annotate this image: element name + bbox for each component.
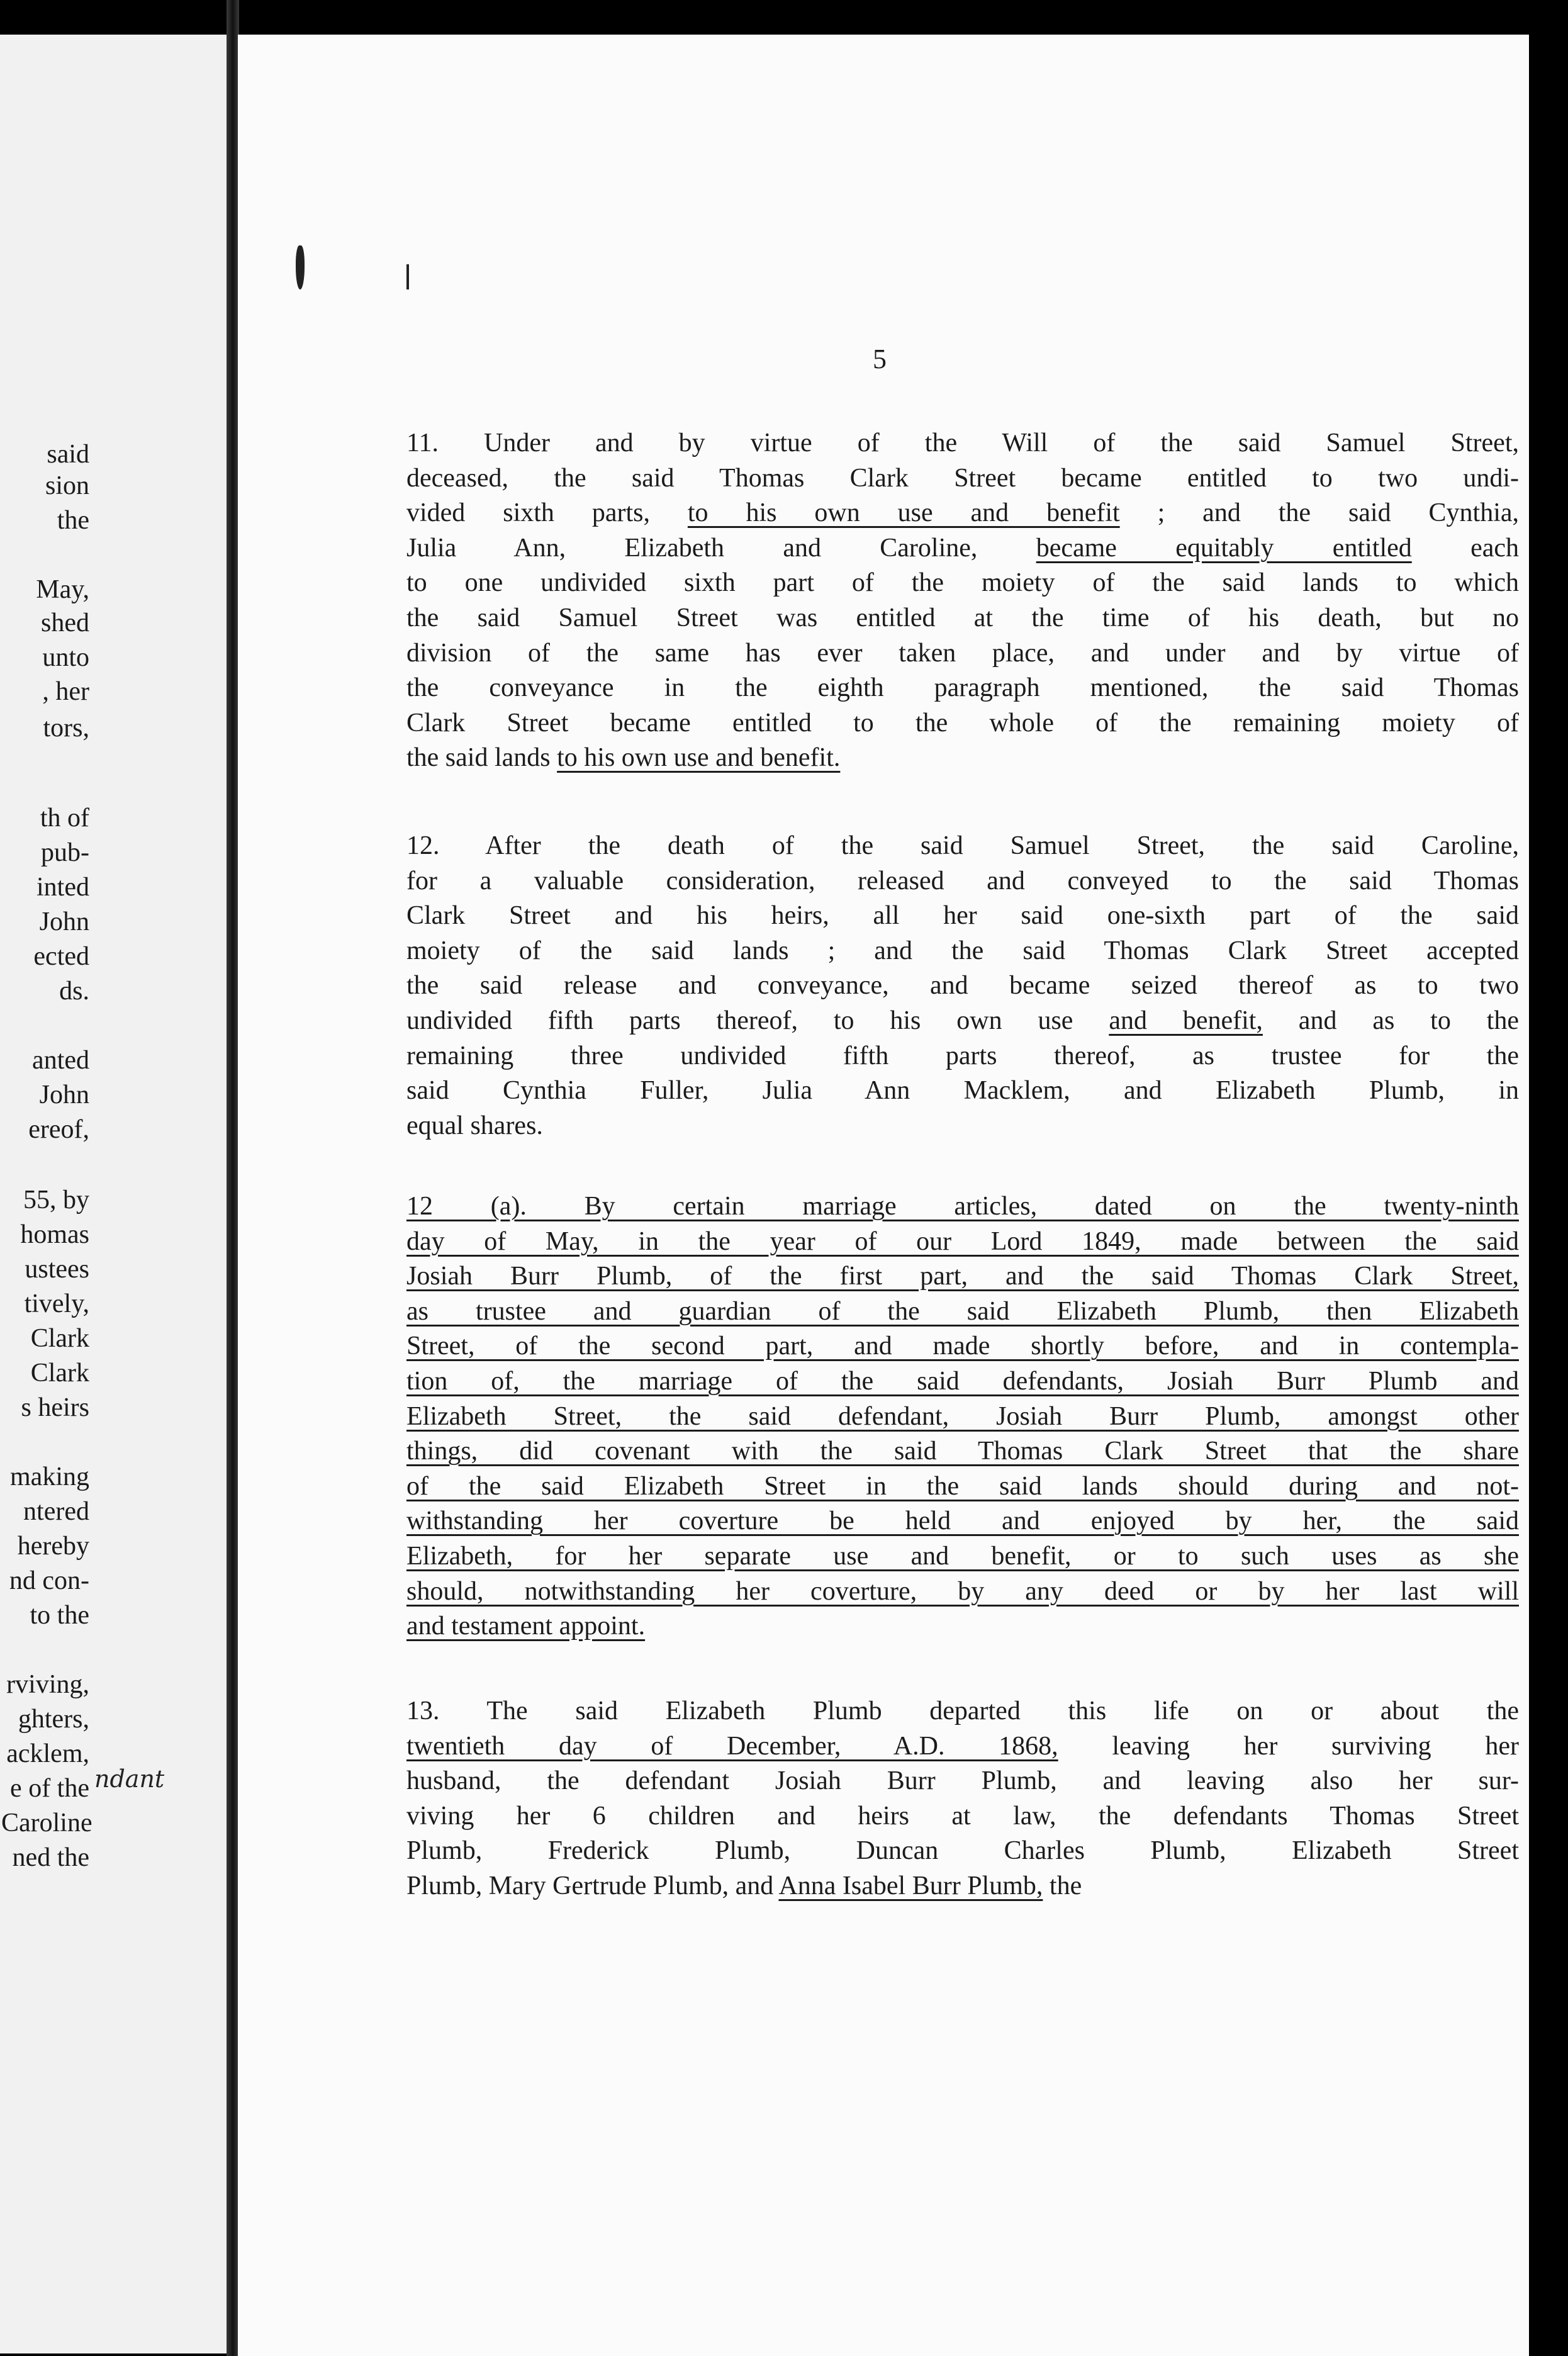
- text-line: [406, 1364, 1519, 1400]
- text-line: [406, 671, 1519, 706]
- text-segment: vided sixth parts,: [406, 498, 688, 528]
- text-line: [406, 1539, 1519, 1574]
- text-segment: leaving her surviving her: [1058, 1731, 1520, 1761]
- text-line: [406, 531, 1519, 566]
- text-segment: for a valuable consideration, released and conveyed to the said Thomas: [406, 866, 1519, 895]
- text-line: [406, 1225, 1519, 1260]
- text-line: [406, 741, 1519, 776]
- underlined-text: to his own use and benefit.: [557, 743, 841, 773]
- text-line: [406, 601, 1519, 636]
- underlined-text: day of May, in the year of our Lord 1849, made between the said: [406, 1226, 1519, 1256]
- left-page-text: Clark: [30, 1324, 89, 1353]
- left-page-text: tors,: [43, 714, 89, 743]
- left-page-text: John: [39, 907, 89, 936]
- document-page: [238, 35, 1529, 2356]
- left-page-text: Caroline: [1, 1809, 92, 1837]
- text-line: [406, 1329, 1519, 1364]
- text-line: [406, 1259, 1519, 1294]
- text-line: [406, 1834, 1519, 1869]
- text-line: [406, 566, 1519, 601]
- underlined-text: as trustee and guardian of the said Elizabeth Plumb, then Elizabeth: [406, 1296, 1519, 1326]
- text-segment: Clark Street became entitled to the whole of the remaining moiety of: [406, 708, 1519, 738]
- left-page-text: unto: [42, 643, 89, 672]
- left-page-text: sion: [45, 471, 89, 500]
- underlined-text: things, did covenant with the said Thomas Clark Street that the share: [406, 1437, 1519, 1466]
- text-line: [406, 1799, 1519, 1834]
- text-line: [406, 1039, 1519, 1074]
- left-page-text: the: [57, 506, 89, 535]
- text-segment: the said Samuel Street was entitled at the time of his death, but no: [406, 603, 1519, 632]
- text-segment: Plumb, Frederick Plumb, Duncan Charles Plumb, Elizabeth Street: [406, 1836, 1519, 1866]
- underlined-text: Anna Isabel Burr Plumb,: [778, 1871, 1043, 1900]
- text-segment: and as to the: [1262, 1006, 1520, 1035]
- handwritten-note: ndant: [94, 1765, 165, 1793]
- text-segment: Julia Ann, Elizabeth and Caroline,: [406, 533, 1036, 563]
- underlined-text: Josiah Burr Plumb, of the first part, and the said Thomas Clark Street,: [406, 1262, 1519, 1291]
- text-line: [406, 1764, 1519, 1799]
- text-segment: equal shares.: [406, 1111, 543, 1140]
- left-page-text: making: [10, 1462, 89, 1491]
- text-segment: Clark Street and his heirs, all her said one-sixth part of the said: [406, 901, 1519, 931]
- text-segment: moiety of the said lands ; and the said Thomas Clark Street accepted: [406, 936, 1519, 965]
- previous-page-fragment: [0, 35, 233, 2353]
- left-page-text: s heirs: [21, 1393, 89, 1422]
- left-page-text: pub-: [41, 838, 89, 867]
- text-line: [406, 829, 1519, 864]
- left-page-text: , her: [42, 677, 89, 706]
- left-page-text: ustees: [25, 1255, 89, 1284]
- paragraph-13: [406, 1694, 1519, 1904]
- left-page-text: May,: [36, 575, 89, 604]
- left-page-text: inted: [36, 873, 89, 902]
- text-segment: the: [1043, 1871, 1082, 1900]
- left-page-text: Clark: [30, 1359, 89, 1388]
- left-page-text: homas: [20, 1220, 89, 1249]
- text-segment: husband, the defendant Josiah Burr Plumb, and leaving also her sur-: [406, 1766, 1519, 1796]
- underlined-text: of the said Elizabeth Street in the said lands should during and not-: [406, 1471, 1519, 1501]
- underlined-text: Elizabeth, for her separate use and benefit, or to such uses as she: [406, 1541, 1519, 1571]
- underlined-text: withstanding her coverture be held and enjoyed by her, the said: [406, 1506, 1519, 1536]
- left-page-text: hereby: [17, 1532, 89, 1561]
- left-page-text: 55, by: [23, 1186, 89, 1214]
- text-segment: Plumb, Mary Gertrude Plumb, and: [406, 1871, 779, 1900]
- text-segment: the said lands: [406, 743, 557, 773]
- page-number: 5: [873, 344, 887, 374]
- left-page-text: tively,: [24, 1289, 89, 1318]
- left-page-text: shed: [41, 609, 89, 637]
- text-line: [406, 496, 1519, 531]
- left-page-text: ds.: [59, 977, 89, 1006]
- left-page-text: John: [39, 1080, 89, 1109]
- underlined-text: Elizabeth Street, the said defendant, Josiah Burr Plumb, amongst other: [406, 1401, 1519, 1431]
- text-segment: 13. The said Elizabeth Plumb departed this life on or about the: [406, 1697, 1519, 1725]
- text-line: [406, 1504, 1519, 1539]
- text-segment: the said release and conveyance, and became seized thereof as to two: [406, 971, 1519, 1001]
- text-segment: 12. After the death of the said Samuel Street, the said Caroline,: [406, 831, 1519, 860]
- text-segment: to one undivided sixth part of the moiety of the said lands to which: [406, 568, 1519, 598]
- left-page-text: th of: [40, 804, 89, 833]
- underlined-text: became equitably entitled: [1036, 533, 1412, 563]
- binding-mark: [406, 264, 409, 289]
- text-line: [406, 864, 1519, 899]
- text-segment: the conveyance in the eighth paragraph mentioned, the said Thomas: [406, 673, 1519, 703]
- text-segment: remaining three undivided fifth parts thereof, as trustee for the: [406, 1041, 1519, 1070]
- text-line: [406, 1469, 1519, 1505]
- left-page-text: rviving,: [6, 1670, 89, 1699]
- text-segment: viving her 6 children and heirs at law, the defendants Thomas Street: [406, 1801, 1519, 1831]
- left-page-text: ntered: [23, 1497, 89, 1526]
- underlined-text: and testament appoint.: [406, 1612, 646, 1641]
- text-segment: deceased, the said Thomas Clark Street became entitled to two undi-: [406, 463, 1519, 493]
- underlined-text: should, notwithstanding her coverture, by any deed or by her last will: [406, 1576, 1519, 1606]
- left-page-text: acklem,: [6, 1739, 89, 1768]
- left-page-text: ected: [33, 942, 89, 971]
- text-segment: undivided fifth parts thereof, to his own use: [406, 1006, 1109, 1035]
- text-line: [406, 706, 1519, 741]
- text-segment: ; and the said Cynthia,: [1119, 498, 1520, 528]
- left-page-text: e of the: [10, 1774, 89, 1803]
- underlined-text: and benefit,: [1109, 1006, 1263, 1035]
- underlined-text: twentieth day of December, A.D. 1868,: [406, 1731, 1058, 1761]
- paragraph-12: [406, 829, 1519, 1143]
- text-line: [406, 899, 1519, 934]
- text-line: [406, 934, 1519, 969]
- text-segment: division of the same has ever taken place, and under and by virtue of: [406, 638, 1519, 668]
- text-segment: said Cynthia Fuller, Julia Ann Macklem, and Elizabeth Plumb, in: [406, 1076, 1519, 1106]
- text-line: [406, 1109, 1519, 1144]
- text-line: [406, 1074, 1519, 1109]
- left-page-text: nd con-: [9, 1566, 89, 1595]
- left-page-text: ereof,: [28, 1115, 89, 1144]
- binding-mark: [296, 245, 305, 289]
- book-gutter: [227, 0, 239, 2356]
- paragraph-11: [406, 426, 1519, 776]
- text-line: [406, 1729, 1519, 1764]
- text-line: [406, 1574, 1519, 1610]
- text-line: [406, 1400, 1519, 1435]
- text-line: [406, 968, 1519, 1004]
- text-line: [406, 1869, 1519, 1904]
- text-line: [406, 1434, 1519, 1469]
- text-segment: 11. Under and by virtue of the Will of the said Samuel Street,: [406, 429, 1519, 457]
- left-page-text: said: [47, 440, 89, 469]
- text-line: [406, 426, 1519, 461]
- text-line: [406, 1004, 1519, 1039]
- left-page-text: ned the: [12, 1843, 89, 1872]
- text-line: [406, 1189, 1519, 1225]
- left-page-text: to the: [30, 1601, 89, 1630]
- underlined-text: 12 (a). By certain marriage articles, dated on the twenty-ninth: [406, 1192, 1519, 1221]
- text-segment: each: [1411, 533, 1520, 563]
- underlined-text: to his own use and benefit: [687, 498, 1120, 528]
- underlined-text: Street, of the second part, and made shortly before, and in contempla-: [406, 1332, 1519, 1361]
- left-page-text: anted: [32, 1046, 89, 1075]
- text-line: [406, 1694, 1519, 1729]
- underlined-text: tion of, the marriage of the said defendants, Josiah Burr Plumb and: [406, 1366, 1519, 1396]
- paragraph-12a: [406, 1189, 1519, 1644]
- text-line: [406, 1609, 1519, 1644]
- left-page-text: ghters,: [18, 1705, 89, 1734]
- text-line: [406, 636, 1519, 671]
- text-line: [406, 461, 1519, 496]
- text-line: [406, 1294, 1519, 1330]
